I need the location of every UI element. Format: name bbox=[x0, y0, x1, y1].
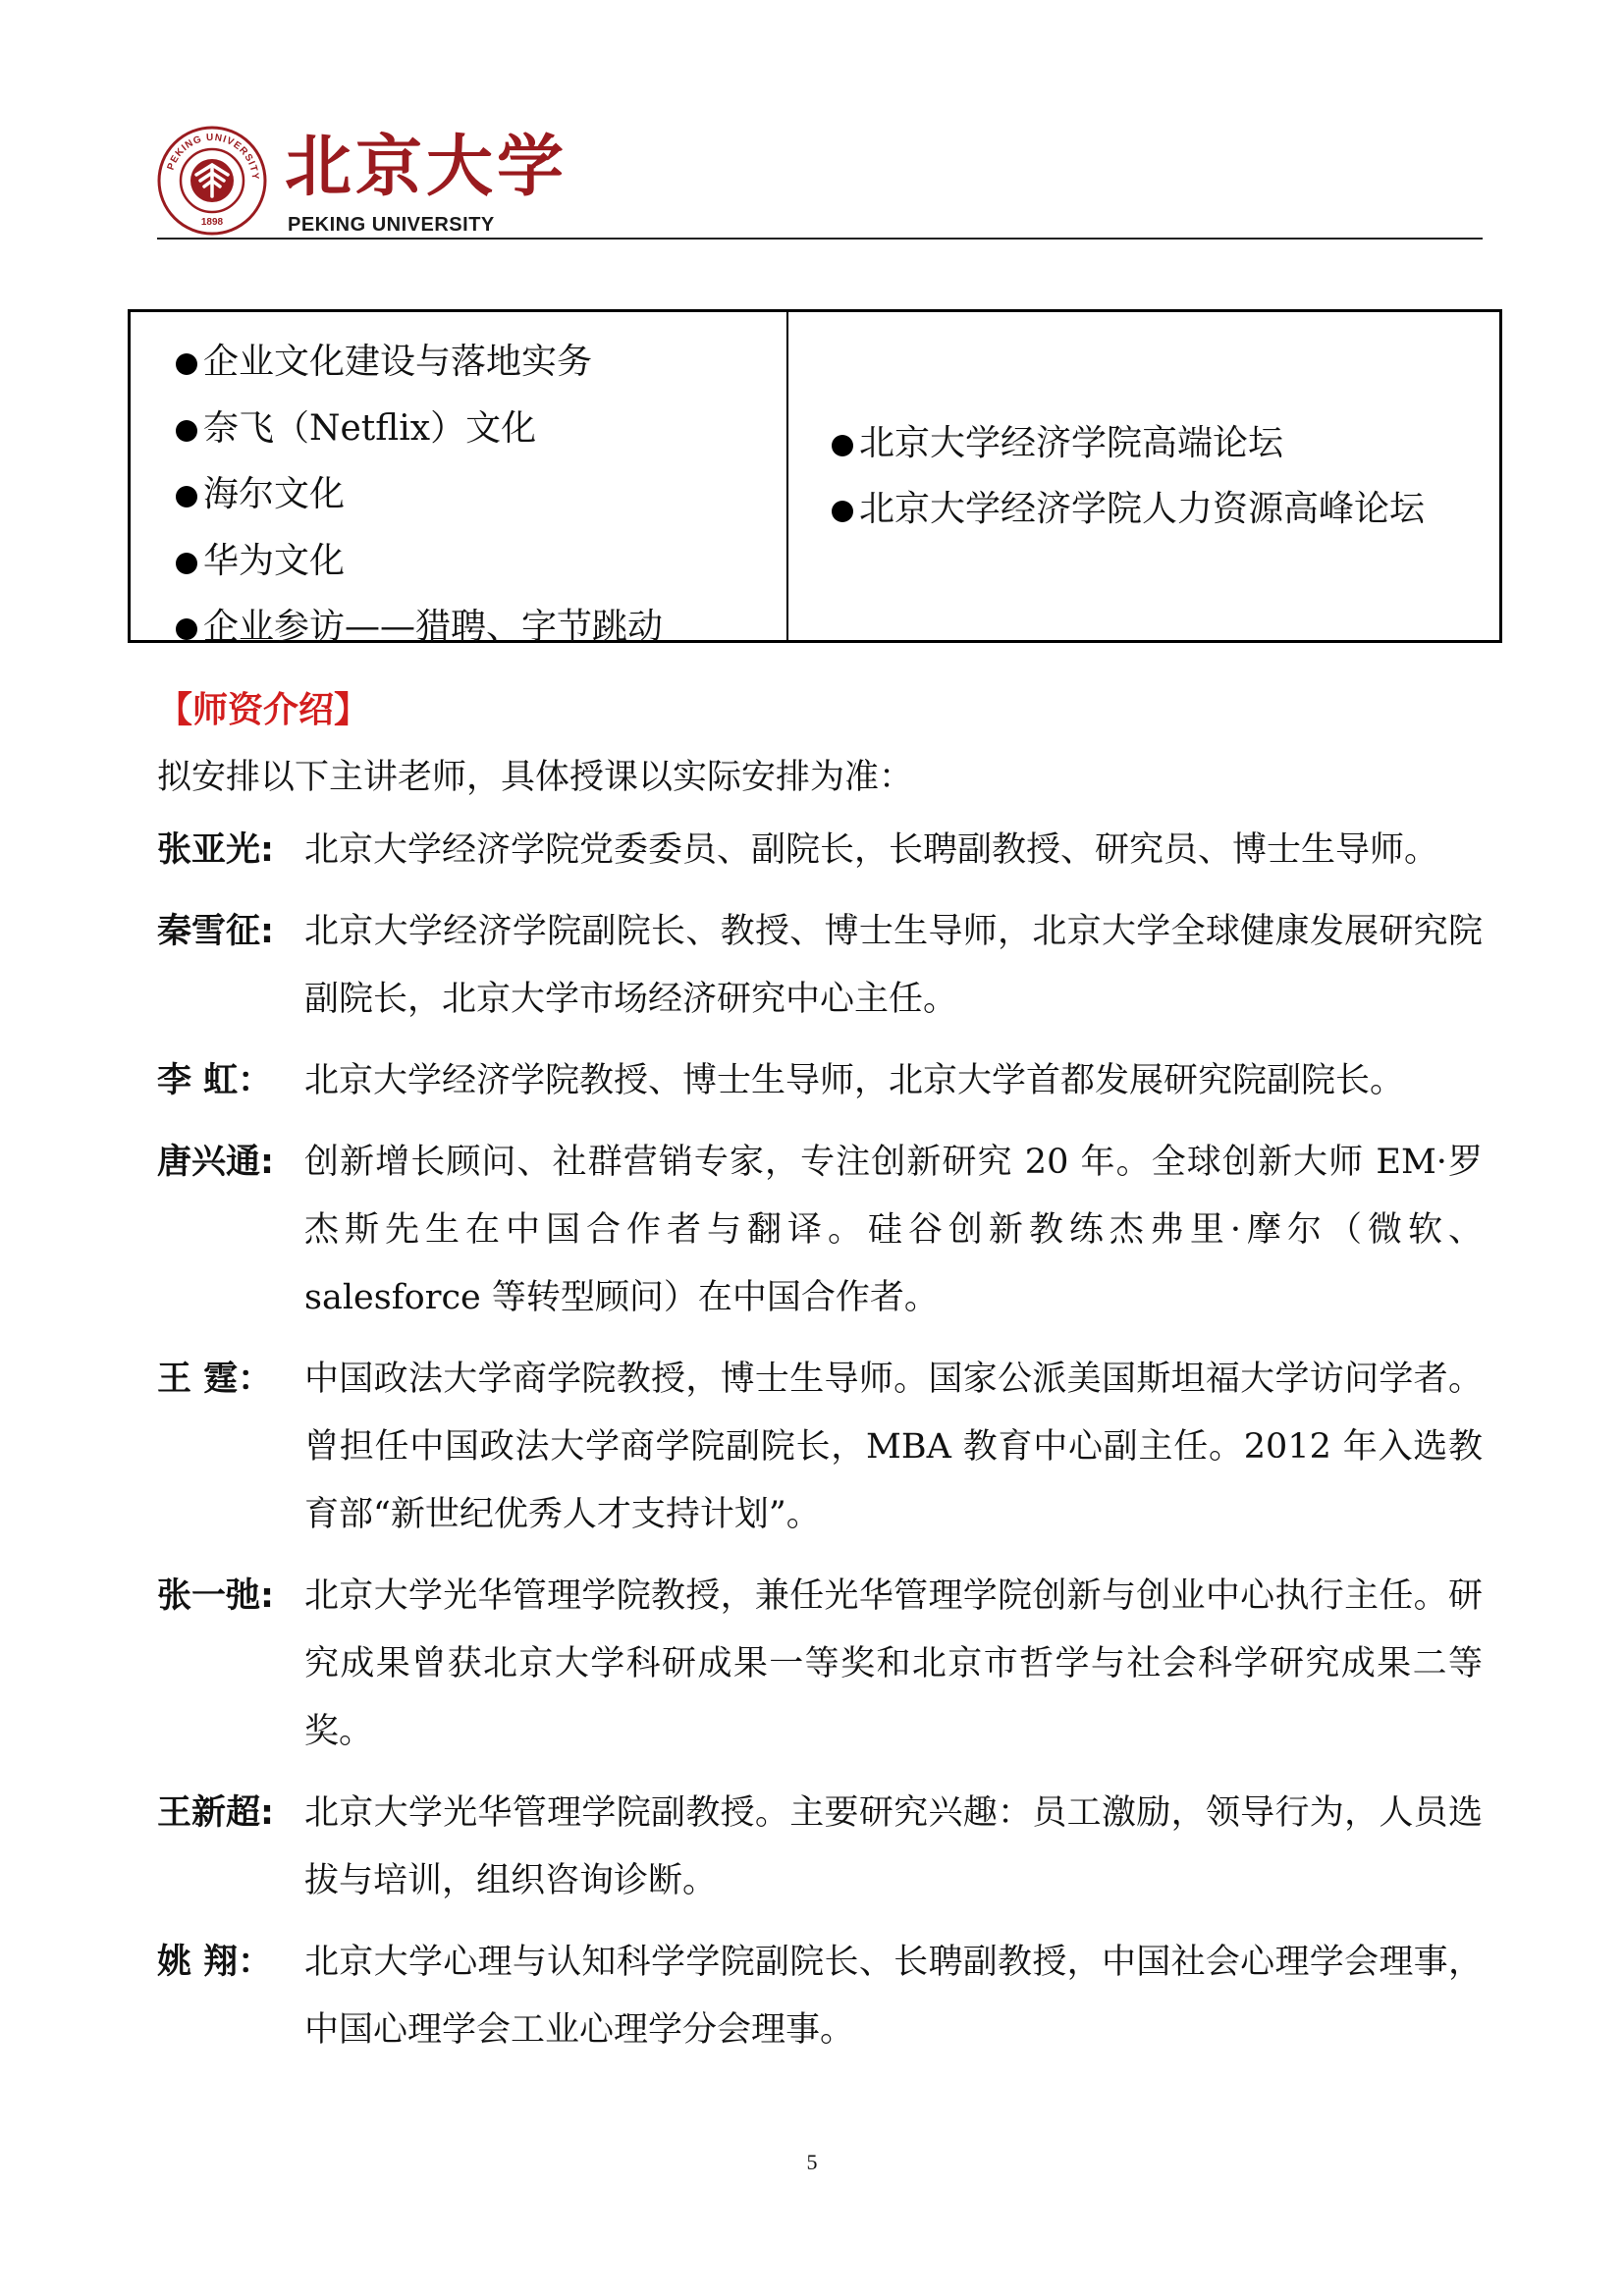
teacher-entry bbox=[157, 1563, 1483, 1766]
teacher-bio: 中国政法大学商学院教授，博士生导师。国家公派美国斯坦福大学访问学者。曾担任中国政法大学商学院副院长，MBA 教育中心副主任。2012 年入选教育部“新世纪优秀人才支持计划”。 bbox=[304, 1360, 1483, 1534]
faculty-intro: 拟安排以下主讲老师，具体授课以实际安排为准： bbox=[157, 758, 914, 797]
header-divider bbox=[157, 238, 1483, 240]
teacher-entry bbox=[157, 1346, 1483, 1549]
teacher-bio: 北京大学经济学院党委委员、副院长，长聘副教授、研究员、博士生导师。 bbox=[304, 830, 1439, 870]
teacher-bio: 北京大学光华管理学院副教授。主要研究兴趣：员工激励，领导行为，人员选拔与培训，组织咨询诊断。 bbox=[304, 1793, 1483, 1900]
bullet-icon bbox=[832, 501, 853, 522]
teacher-bio: 北京大学经济学院教授、博士生导师，北京大学首都发展研究院副院长。 bbox=[304, 1061, 1405, 1100]
teacher-entry bbox=[157, 898, 1483, 1034]
teacher-entry bbox=[157, 1929, 1483, 2064]
university-seal-logo bbox=[157, 126, 267, 236]
forum-item: 北京大学经济学院高端论坛 bbox=[832, 410, 1499, 477]
bullet-icon bbox=[832, 435, 853, 456]
course-table-left-column bbox=[131, 312, 788, 647]
seal-year: 1898 bbox=[200, 217, 224, 228]
teacher-entry bbox=[157, 817, 1483, 884]
course-item: 企业文化建设与落地实务 bbox=[176, 329, 786, 396]
teacher-bio: 创新增长顾问、社群营销专家，专注创新研究 20 年。全球创新大师 EM·罗杰斯先生在中国合作者与翻译。硅谷创新教练杰弗里·摩尔（微软、salesforce 等转型顾问）在中国合作者。 bbox=[304, 1143, 1483, 1317]
teacher-name: 张亚光: bbox=[157, 830, 274, 870]
teacher-bio: 北京大学经济学院副院长、教授、博士生导师，北京大学全球健康发展研究院副院长，北京大学市场经济研究中心主任。 bbox=[304, 912, 1483, 1019]
university-name-cn: 北京大学 bbox=[285, 128, 568, 206]
course-item: 企业参访——猎聘、字节跳动 bbox=[176, 594, 786, 661]
bullet-icon bbox=[176, 553, 197, 574]
bullet-icon bbox=[176, 618, 197, 640]
course-item: 华为文化 bbox=[176, 528, 786, 595]
teacher-entry bbox=[157, 1129, 1483, 1332]
page-header bbox=[157, 126, 1483, 236]
teacher-entry bbox=[157, 1780, 1483, 1915]
teacher-name: 王 霆： bbox=[157, 1360, 273, 1399]
teacher-name: 张一弛: bbox=[157, 1576, 274, 1616]
teacher-name: 姚 翔： bbox=[157, 1943, 273, 1982]
forum-item: 北京大学经济学院人力资源高峰论坛 bbox=[832, 476, 1499, 543]
bullet-icon bbox=[176, 353, 197, 375]
course-item: 海尔文化 bbox=[176, 461, 786, 528]
teacher-entry bbox=[157, 1047, 1483, 1115]
university-name-en: PEKING UNIVERSITY bbox=[288, 214, 495, 236]
teacher-name: 秦雪征: bbox=[157, 912, 274, 951]
teacher-bio: 北京大学光华管理学院教授，兼任光华管理学院创新与创业中心执行主任。研究成果曾获北京大学科研成果一等奖和北京市哲学与社会科学研究成果二等奖。 bbox=[304, 1576, 1483, 1751]
page-number: 5 bbox=[806, 2150, 818, 2174]
course-item: 奈飞（Netflix）文化 bbox=[176, 396, 786, 462]
teacher-bio: 北京大学心理与认知科学学院副院长、长聘副教授，中国社会心理学会理事，中国心理学会工业心理学分会理事。 bbox=[304, 1943, 1483, 2050]
teacher-name: 唐兴通: bbox=[157, 1143, 274, 1182]
teacher-name: 李 虹： bbox=[157, 1061, 273, 1100]
bullet-icon bbox=[176, 486, 197, 507]
course-table-right-column bbox=[788, 312, 1499, 640]
teacher-list bbox=[157, 817, 1483, 2078]
teacher-name: 王新超: bbox=[157, 1793, 274, 1833]
seal-text: PEKING UNIVERSITY bbox=[165, 132, 261, 182]
bullet-icon bbox=[176, 420, 197, 442]
section-title-faculty: 【师资介绍】 bbox=[157, 690, 370, 730]
course-table bbox=[128, 309, 1502, 647]
